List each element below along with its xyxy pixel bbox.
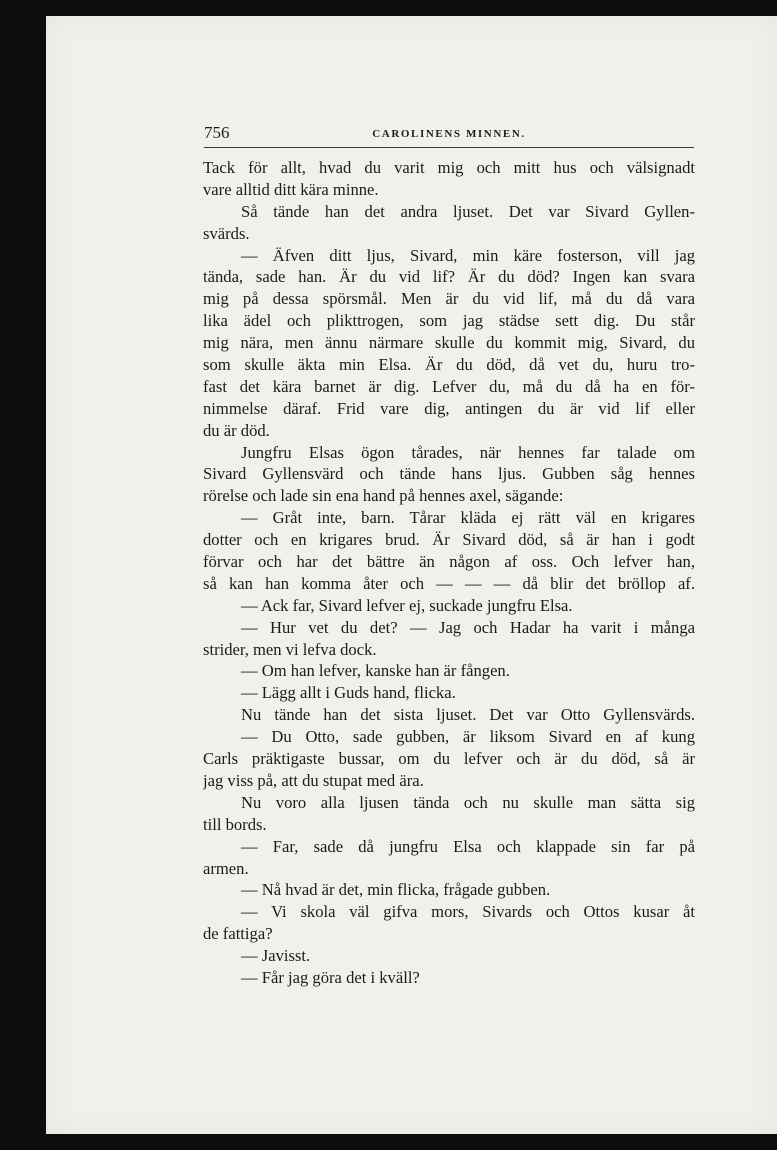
page-number: 756 bbox=[204, 123, 230, 142]
text-line: till bords. bbox=[203, 814, 267, 834]
text-line: — Gråt inte, barn. Tårar kläda ej rätt väl en krigares bbox=[241, 508, 695, 528]
text-line: svärds. bbox=[203, 223, 250, 243]
text-line: nimmelse däraf. Frid vare dig, antingen du är vid lif eller bbox=[203, 398, 695, 418]
text-line: Så tände han det andra ljuset. Det var Sivard Gyllen- bbox=[241, 201, 695, 221]
text-line: mig på dessa spörsmål. Men är du vid lif, må du då vara bbox=[203, 289, 695, 309]
text-line: Jungfru Elsas ögon tårades, när hennes far talade om bbox=[241, 442, 695, 462]
text-line: Nu voro alla ljusen tända och nu skulle man sätta sig bbox=[241, 792, 695, 812]
text-line: — Vi skola väl gifva mors, Sivards och Ottos kusar åt bbox=[241, 902, 695, 922]
text-line: Carls präktigaste bussar, om du lefver och är du död, så är bbox=[203, 749, 695, 769]
text-line: vare alltid ditt kära minne. bbox=[203, 179, 379, 199]
text-line: lika ädel och plikttrogen, som jag städse sett dig. Du står bbox=[203, 311, 695, 331]
text-line: — Du Otto, sade gubben, är liksom Sivard en af kung bbox=[241, 727, 695, 747]
body-text bbox=[203, 157, 695, 989]
text-line: som skulle äkta min Elsa. Är du död, då vet du, huru tro- bbox=[203, 355, 695, 375]
text-line: — Javisst. bbox=[241, 946, 311, 966]
text-line: — Lägg allt i Guds hand, flicka. bbox=[241, 683, 456, 703]
text-line: — Äfven ditt ljus, Sivard, min käre fosterson, vill jag bbox=[241, 245, 695, 265]
text-line: du är död. bbox=[203, 420, 270, 440]
text-line: fast det kära barnet är dig. Lefver du, må du då ha en för- bbox=[203, 376, 695, 396]
text-line: — Om han lefver, kanske han är fången. bbox=[241, 661, 510, 681]
text-line: tända, sade han. Är du vid lif? Är du död? Ingen kan svara bbox=[203, 267, 695, 287]
text-line: — Ack far, Sivard lefver ej, suckade jungfru Elsa. bbox=[241, 595, 573, 615]
text-line: — Nå hvad är det, min flicka, frågade gubben. bbox=[241, 880, 551, 900]
text-line: rörelse och lade sin ena hand på hennes axel, sägande: bbox=[203, 486, 564, 506]
text-line: mig nära, men ännu närmare skulle du kommit mig, Sivard, du bbox=[203, 333, 695, 353]
text-line: armen. bbox=[203, 858, 249, 878]
text-line: de fattiga? bbox=[203, 924, 273, 944]
text-line: — Får jag göra det i kväll? bbox=[241, 967, 420, 987]
text-line: — Far, sade då jungfru Elsa och klappade sin far på bbox=[241, 836, 695, 856]
running-title: CAROLINENS MINNEN. bbox=[372, 128, 526, 140]
text-line: förvar och har det bättre än någon af oss. Och lefver han, bbox=[203, 552, 695, 572]
page-header bbox=[204, 122, 694, 144]
text-line: Sivard Gyllensvärd och tände hans ljus. Gubben såg hennes bbox=[203, 464, 695, 484]
text-line: strider, men vi lefva dock. bbox=[203, 639, 377, 659]
text-line: Tack för allt, hvad du varit mig och mitt hus och välsignadt bbox=[203, 158, 695, 177]
text-line: dotter och en krigares brud. Är Sivard död, så är han i godt bbox=[203, 530, 695, 550]
text-line: — Hur vet du det? — Jag och Hadar ha varit i många bbox=[241, 617, 695, 637]
text-line: jag viss på, att du stupat med ära. bbox=[203, 770, 424, 790]
text-line: så kan han komma åter och — — — då blir det bröllop af. bbox=[203, 573, 695, 593]
header-rule bbox=[204, 147, 694, 148]
text-line: Nu tände han det sista ljuset. Det var Otto Gyllensvärds. bbox=[241, 705, 695, 725]
